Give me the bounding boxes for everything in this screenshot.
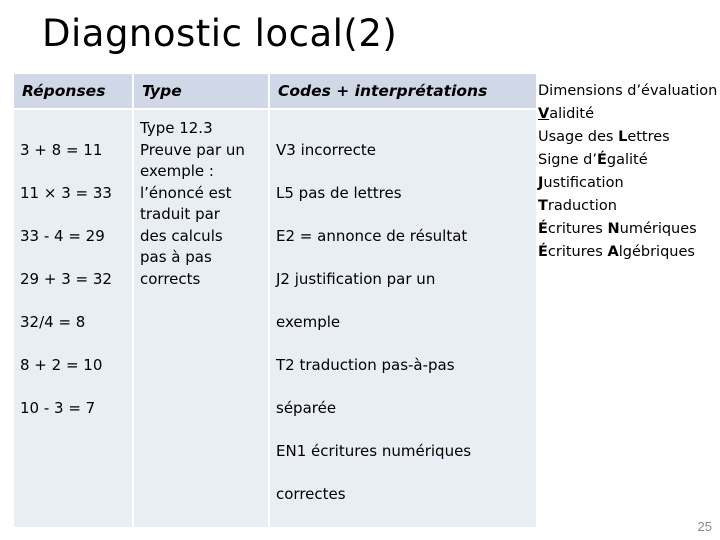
dimension-lettres: Usage des Lettres — [538, 129, 670, 145]
code-line: T2 traduction pas-à-pas — [276, 355, 455, 374]
header-codes: Codes + interprétations — [270, 74, 536, 108]
dimension-egalite: Signe d’Égalité — [538, 152, 648, 168]
response-line: 3 + 8 = 11 — [20, 140, 103, 159]
response-line: 8 + 2 = 10 — [20, 355, 103, 374]
type-cell: Type 12.3 Preuve par un exemple : l’énoncé est traduit par des calculs pas à pas corrects — [134, 110, 268, 527]
diagnostic-table — [14, 74, 532, 503]
code-line: correctes — [276, 484, 346, 503]
code-line: V3 incorrecte — [276, 140, 376, 159]
code-line: séparée — [276, 398, 337, 417]
dimensions-heading: Dimensions d’évaluation — [538, 83, 718, 99]
code-line: EN1 écritures numériques — [276, 441, 472, 460]
header-responses: Réponses — [14, 74, 132, 108]
dimension-validite: Validité — [538, 106, 595, 122]
dimension-traduction: Traduction — [538, 198, 617, 214]
dimension-ecritures-algebriques: Écritures Algébriques — [538, 244, 695, 260]
response-line: 10 - 3 = 7 — [20, 398, 96, 417]
code-line: J2 justification par un — [276, 269, 436, 288]
page-number: 25 — [697, 519, 712, 534]
codes-cell — [270, 110, 536, 527]
code-line: L5 pas de lettres — [276, 183, 402, 202]
header-type: Type — [134, 74, 268, 108]
response-line: 32/4 = 8 — [20, 312, 86, 331]
code-line: E2 = annonce de résultat — [276, 226, 468, 245]
dimension-ecritures-numeriques: Écritures Numériques — [538, 221, 697, 237]
dimension-justification: Justification — [538, 175, 624, 191]
response-line: 33 - 4 = 29 — [20, 226, 105, 245]
slide-title: Diagnostic local(2) — [42, 12, 398, 55]
response-line: 29 + 3 = 32 — [20, 269, 112, 288]
responses-cell — [14, 110, 132, 527]
response-line: 11 × 3 = 33 — [20, 183, 112, 202]
code-line: exemple — [276, 312, 341, 331]
evaluation-dimensions — [538, 80, 717, 264]
